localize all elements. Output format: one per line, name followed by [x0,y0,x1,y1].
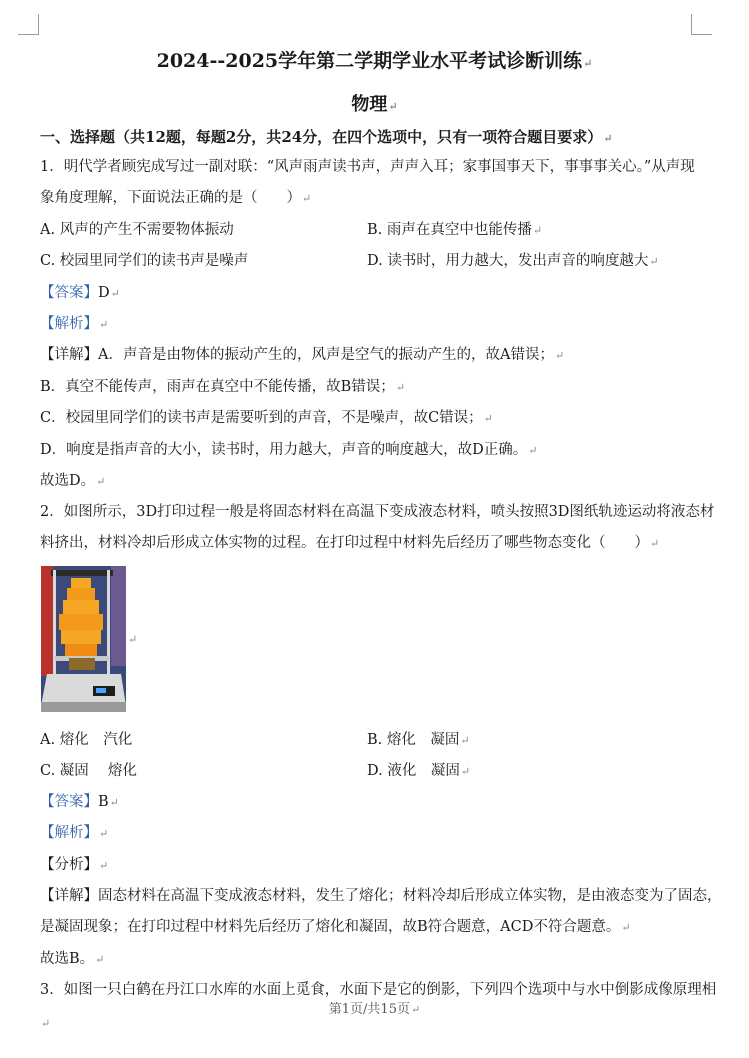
paragraph-mark: ↵ [95,953,105,966]
paragraph-mark: ↵ [395,381,406,394]
q1-detail-d [40,440,537,461]
q1-option-c: C. 校园里同学们的读书声是噪声 [40,253,249,269]
section-heading [40,127,612,149]
q2-detail-line2 [40,917,631,938]
analysis-label: 【解析】 [40,825,98,841]
q2-option-b-cell [367,730,470,751]
paragraph-mark: ↵ [583,57,593,70]
paragraph-mark: ↵ [649,255,659,268]
q2-detail-line2-text: 是凝固现象；在打印过程中材料先后经历了熔化和凝固，故B符合题意，ACD不符合题意。 [40,919,621,935]
q1-detail-d-text: D．响度是指声音的大小，读书时，用力越大，声音的响度越大，故D正确。 [40,442,528,458]
q2-options-row2 [40,761,137,781]
subject-title [0,90,749,116]
detail-label: 【详解】 [40,347,98,363]
q1-options-row2 [40,251,248,271]
paragraph-mark: ↵ [532,224,543,237]
paragraph-mark: ↵ [650,537,660,550]
paragraph-mark: ↵ [603,132,613,145]
answer-label: 【答案】 [40,794,98,810]
q1-stem-line2-text: 象角度理解，下面说法正确的是（ ） [40,190,301,206]
q1-analysis [40,314,108,335]
q2-answer-value: B [98,794,109,810]
q2-conclusion-text: 故选B。 [40,951,95,967]
q2-conclusion [40,949,104,970]
q1-stem-line2 [40,188,311,209]
paragraph-mark: ↵ [554,349,565,362]
3d-printer-photo [41,566,126,712]
answer-label: 【答案】 [40,285,98,301]
paragraph-mark: ↵ [460,765,471,778]
q2-option-a: A. 熔化 汽化 [40,732,133,748]
paragraph-mark: ↵ [41,1017,51,1030]
corner-mark-top-right [691,14,712,35]
paragraph-mark: ↵ [99,318,109,331]
paragraph-mark: ↵ [99,859,109,872]
q1-conclusion-text: 故选D。 [40,473,96,489]
analysis-label: 【解析】 [40,316,98,332]
corner-mark-top-left [18,14,39,35]
q2-stem-line2 [40,533,659,554]
q1-options-row1 [40,220,234,240]
paragraph-mark: ↵ [96,475,106,488]
q1-option-a: A. 风声的产生不需要物体振动 [40,222,234,238]
detail-label: 【详解】 [40,888,98,904]
q2-detail-line1-text: 固态材料在高温下变成液态材料，发生了熔化；材料冷却后形成立体实物，是由液态变为了固态， [98,888,722,904]
q1-stem-line1: 1．明代学者顾宪成写过一副对联：“风声雨声读书声，声声入耳；家事国事天下，事事事关心。”从声现 [40,159,695,175]
section-heading-text: 一、选择题（共12题，每题2分，共24分，在四个选项中，只有一项符合题目要求） [40,128,603,146]
3d-printer-illustration [41,566,126,712]
paragraph-mark: ↵ [128,633,138,646]
subject-title-text: 物理 [351,94,388,115]
fenxi-label: 【分析】 [40,857,98,873]
q1-conclusion [40,471,105,492]
paragraph-mark: ↵ [110,287,120,300]
page-number: 第1页/共15页 [328,1002,410,1017]
q1-detail-a [40,345,564,366]
q1-answer [40,283,120,304]
q2-detail-line1 [40,886,722,906]
q1-detail-c-text: C．校园里同学们的读书声是需要听到的声音，不是噪声，故C错误； [40,410,483,426]
document-title-text: 2024--2025学年第二学期学业水平考试诊断训练 [156,50,583,72]
paragraph-mark: ↵ [528,444,538,457]
q2-analysis [40,823,108,844]
paragraph-mark: ↵ [302,192,312,205]
q1-detail-b-text: B．真空不能传声，雨声在真空中不能传播，故B错误； [40,379,395,395]
paragraph-mark: ↵ [483,412,493,425]
document-title [0,46,749,73]
q3-stem-line1: 3．如图一只白鹤在丹江口水库的水面上觅食，水面下是它的倒影，下列四个选项中与水中倒影成像原理相 [40,982,717,998]
paragraph-mark: ↵ [388,100,398,113]
q2-option-d-cell [367,761,470,782]
q1-option-d-cell [367,251,659,272]
paragraph-mark: ↵ [460,734,470,747]
q2-options-row1 [40,730,132,750]
q2-option-c: C. 凝固 熔化 [40,763,137,779]
q2-option-d: D. 液化 凝固 [367,763,460,779]
q1-option-b: B. 雨声在真空中也能传播 [367,222,532,238]
paragraph-mark: ↵ [621,921,631,934]
q2-stem-line1: 2．如图所示，3D打印过程一般是将固态材料在高温下变成液态材料，喷头按照3D图纸轨迹运动将液态材 [40,504,715,520]
q1-detail-c [40,408,493,429]
q2-answer [40,792,119,813]
paragraph-mark: ↵ [99,827,109,840]
q1-option-b-cell [367,220,542,241]
q1-option-d: D. 读书时，用力越大，发出声音的响度越大 [367,253,649,269]
q2-fenxi [40,855,108,876]
page-footer [0,998,749,1017]
q2-stem-line2-text: 料挤出，材料冷却后形成立体实物的过程。在打印过程中材料先后经历了哪些物态变化（ ） [40,535,649,551]
q1-detail-b [40,377,405,398]
q1-answer-value: D [98,285,110,301]
q2-option-b: B. 熔化 凝固 [367,732,460,748]
paragraph-mark: ↵ [109,796,119,809]
paragraph-mark: ↵ [410,1003,421,1016]
q1-detail-a-text: A．声音是由物体的振动产生的，风声是空气的振动产生的，故A错误； [98,347,554,363]
